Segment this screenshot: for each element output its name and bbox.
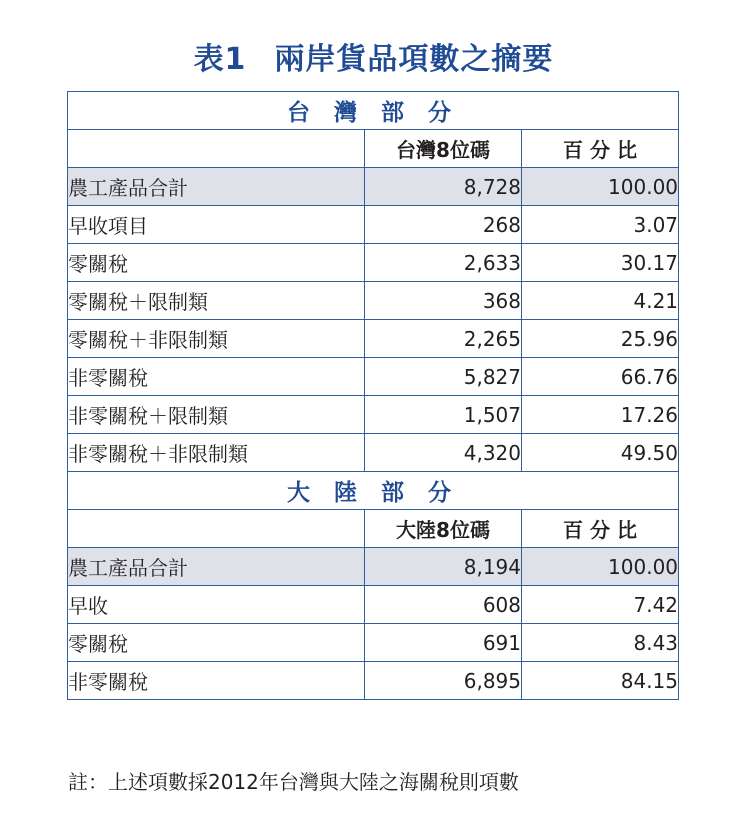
percent-cell: 4.21 xyxy=(522,282,679,320)
table-row xyxy=(68,396,679,434)
mainland-section-title: 大 陸 部 分 xyxy=(68,472,679,510)
table-title xyxy=(0,34,747,78)
header-blank-cell xyxy=(68,510,365,548)
table-row xyxy=(68,662,679,700)
code-count-cell: 608 xyxy=(365,586,522,624)
header-blank-cell xyxy=(68,130,365,168)
code-count-cell: 8,728 xyxy=(365,168,522,206)
code-count-cell: 368 xyxy=(365,282,522,320)
table-row xyxy=(68,320,679,358)
summary-table xyxy=(67,91,679,700)
table-row xyxy=(68,358,679,396)
table-footnote: 註：上述項數採2012年台灣與大陸之海關稅則項數 xyxy=(68,770,519,794)
taiwan-section-title: 台 灣 部 分 xyxy=(68,92,679,130)
code-count-cell: 2,633 xyxy=(365,244,522,282)
taiwan-percent-column-header: 百 分 比 xyxy=(522,130,679,168)
table-title-text: 兩岸貨品項數之摘要 xyxy=(274,42,554,77)
table-row xyxy=(68,168,679,206)
code-count-cell: 268 xyxy=(365,206,522,244)
percent-cell: 8.43 xyxy=(522,624,679,662)
percent-cell: 7.42 xyxy=(522,586,679,624)
taiwan-column-header xyxy=(68,130,679,168)
code-count-cell: 691 xyxy=(365,624,522,662)
row-label: 零關稅 xyxy=(68,624,365,662)
percent-cell: 66.76 xyxy=(522,358,679,396)
table-row xyxy=(68,586,679,624)
mainland-column-header xyxy=(68,510,679,548)
mainland-code-column-header: 大陸8位碼 xyxy=(365,510,522,548)
row-label: 零關稅＋限制類 xyxy=(68,282,365,320)
table-row xyxy=(68,434,679,472)
code-count-cell: 4,320 xyxy=(365,434,522,472)
row-label: 非零關稅＋限制類 xyxy=(68,396,365,434)
row-label: 非零關稅 xyxy=(68,662,365,700)
percent-cell: 100.00 xyxy=(522,548,679,586)
mainland-percent-column-header: 百 分 比 xyxy=(522,510,679,548)
row-label: 早收項目 xyxy=(68,206,365,244)
row-label: 非零關稅 xyxy=(68,358,365,396)
code-count-cell: 2,265 xyxy=(365,320,522,358)
table-row xyxy=(68,548,679,586)
percent-cell: 3.07 xyxy=(522,206,679,244)
row-label: 零關稅 xyxy=(68,244,365,282)
taiwan-section-header xyxy=(68,92,679,130)
percent-cell: 17.26 xyxy=(522,396,679,434)
code-count-cell: 5,827 xyxy=(365,358,522,396)
percent-cell: 30.17 xyxy=(522,244,679,282)
percent-cell: 25.96 xyxy=(522,320,679,358)
mainland-section-header xyxy=(68,472,679,510)
table-row xyxy=(68,624,679,662)
percent-cell: 100.00 xyxy=(522,168,679,206)
row-label: 農工產品合計 xyxy=(68,168,365,206)
percent-cell: 49.50 xyxy=(522,434,679,472)
row-label: 非零關稅＋非限制類 xyxy=(68,434,365,472)
row-label: 零關稅＋非限制類 xyxy=(68,320,365,358)
row-label: 農工產品合計 xyxy=(68,548,365,586)
table-number: 表1 xyxy=(193,42,247,77)
code-count-cell: 6,895 xyxy=(365,662,522,700)
taiwan-code-column-header: 台灣8位碼 xyxy=(365,130,522,168)
percent-cell: 84.15 xyxy=(522,662,679,700)
code-count-cell: 8,194 xyxy=(365,548,522,586)
table-row xyxy=(68,282,679,320)
code-count-cell: 1,507 xyxy=(365,396,522,434)
table-row xyxy=(68,244,679,282)
row-label: 早收 xyxy=(68,586,365,624)
table-row xyxy=(68,206,679,244)
